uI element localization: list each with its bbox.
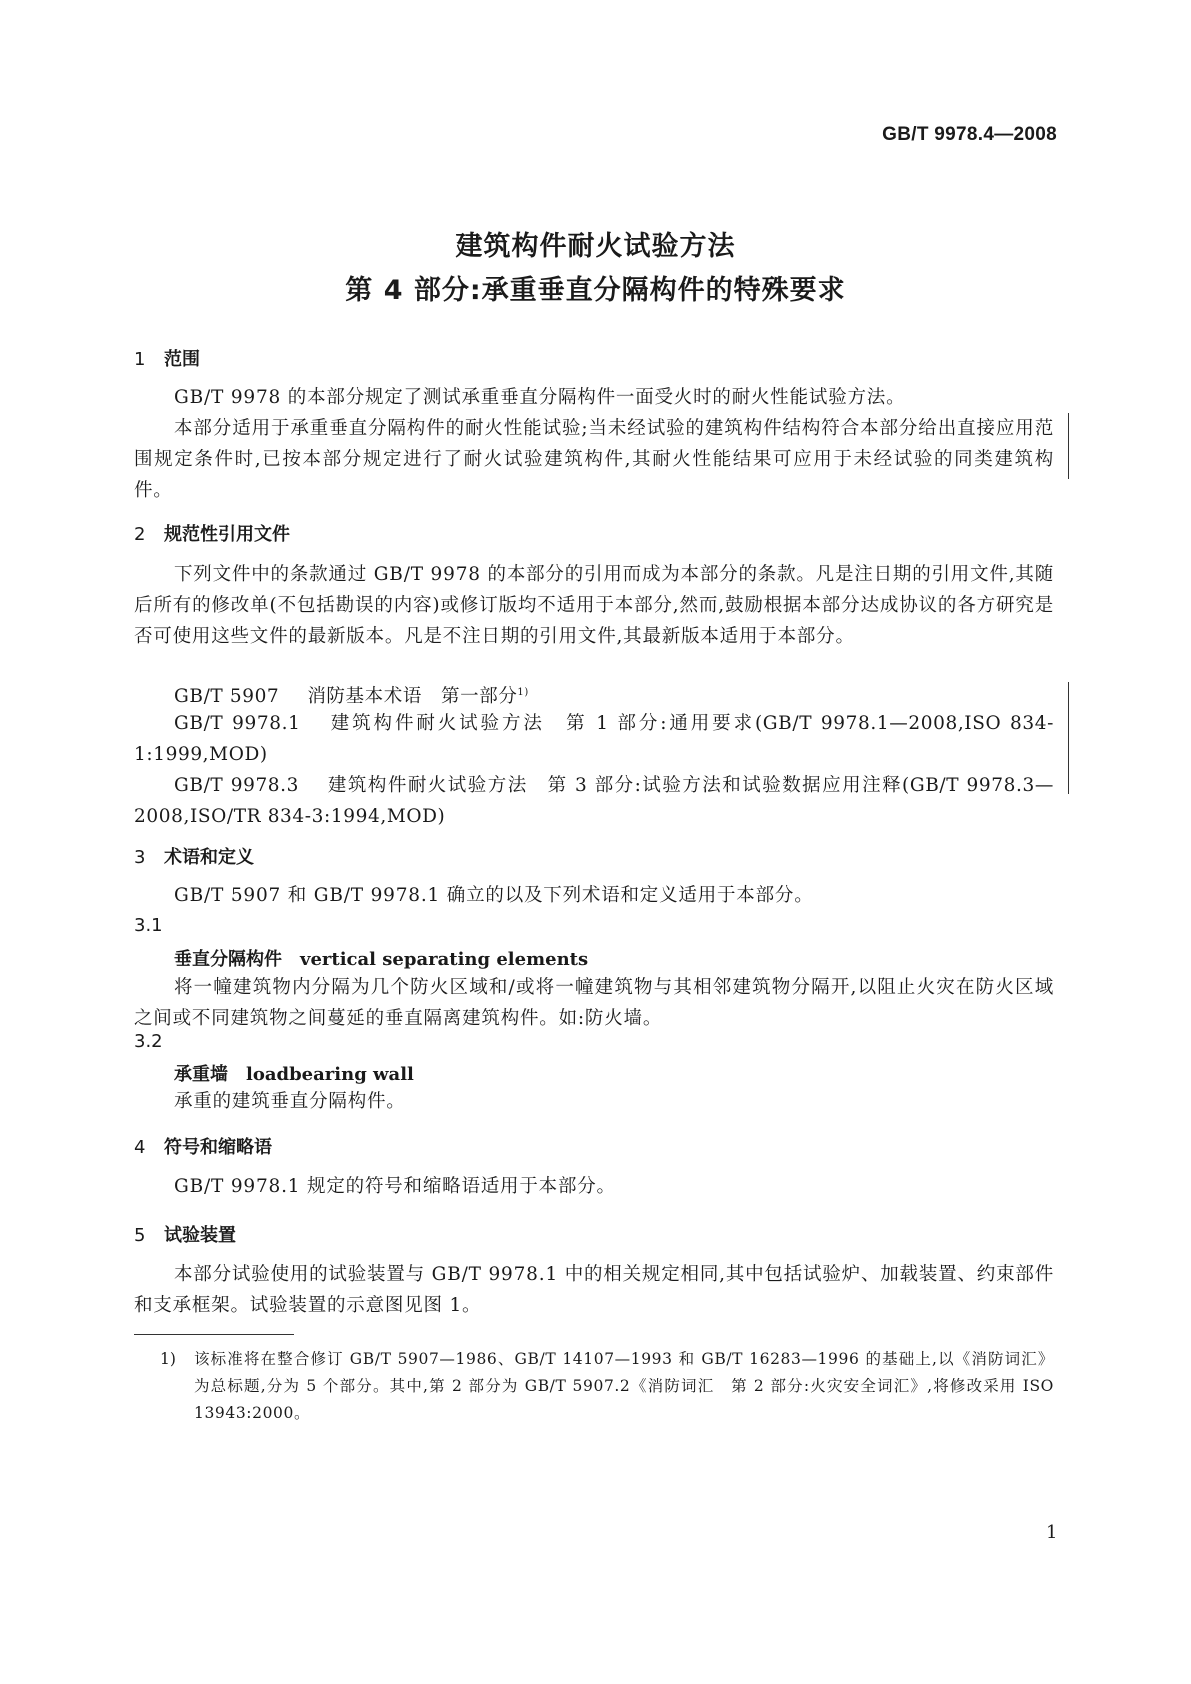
reference-title: 建筑构件耐火试验方法 第 1 部分:通用要求(GB/T 9978.1—2008,ISO 834-1:1999,MOD) bbox=[134, 713, 1054, 765]
section-3-paragraph-1: GB/T 5907 和 GB/T 9978.1 确立的以及下列术语和定义适用于本部分。 bbox=[174, 885, 814, 906]
footnote-divider bbox=[134, 1334, 294, 1335]
page-number: 1 bbox=[1046, 1522, 1058, 1543]
reference-title: 消防基本术语 第一部分 bbox=[307, 686, 518, 708]
term-heading bbox=[174, 945, 588, 971]
section-title: 符号和缩略语 bbox=[164, 1137, 272, 1158]
section-number: 1 bbox=[134, 349, 146, 370]
section-1-heading bbox=[134, 345, 200, 371]
section-4-paragraph-1: GB/T 9978.1 规定的符号和缩略语适用于本部分。 bbox=[174, 1176, 616, 1197]
term-heading bbox=[174, 1060, 414, 1086]
section-number: 3 bbox=[134, 847, 146, 868]
term-en: loadbearing wall bbox=[246, 1064, 414, 1085]
term-zh: 垂直分隔构件 bbox=[174, 949, 282, 970]
revision-bar bbox=[1068, 413, 1069, 479]
document-title-line1: 建筑构件耐火试验方法 bbox=[455, 231, 736, 262]
section-1-paragraph-2: 本部分适用于承重垂直分隔构件的耐火性能试验;当未经试验的建筑构件结构符合本部分给出直接应用范围规定条件时,已按本部分规定进行了耐火试验建筑构件,其耐火性能结果可应用于未经试验的同类建筑构件。 bbox=[134, 418, 1054, 501]
footnote-number: 1) bbox=[160, 1350, 176, 1368]
clause-number: 3.1 bbox=[134, 915, 163, 936]
document-title-line2: 第 4 部分:承重垂直分隔构件的特殊要求 bbox=[345, 275, 846, 306]
reference-item bbox=[134, 708, 1054, 770]
section-title: 范围 bbox=[164, 349, 200, 370]
reference-item bbox=[134, 677, 1054, 712]
revision-bar bbox=[1068, 682, 1069, 794]
footnote-marker: 1) bbox=[517, 687, 529, 698]
section-2-paragraph-1: 下列文件中的条款通过 GB/T 9978 的本部分的引用而成为本部分的条款。凡是注日期的引用文件,其随后所有的修改单(不包括勘误的内容)或修订版均不适用于本部分,然而,鼓励根据本部分达成协议的各方研究是否可使用这些文件的最新版本。凡是不注日期的引用文件,其最新版本适用于本部分。 bbox=[134, 564, 1054, 647]
clause-number: 3.2 bbox=[134, 1031, 163, 1052]
section-4-heading bbox=[134, 1133, 272, 1159]
section-title: 试验装置 bbox=[164, 1225, 236, 1246]
term-zh: 承重墙 bbox=[174, 1064, 228, 1085]
term-definition: 将一幢建筑物内分隔为几个防火区域和/或将一幢建筑物与其相邻建筑物分隔开,以阻止火灾在防火区域之间或不同建筑物之间蔓延的垂直隔离建筑构件。如:防火墙。 bbox=[134, 977, 1054, 1029]
section-number: 4 bbox=[134, 1137, 146, 1158]
section-number: 2 bbox=[134, 524, 146, 545]
reference-code: GB/T 5907 bbox=[174, 686, 280, 708]
section-title: 术语和定义 bbox=[164, 847, 254, 868]
reference-code: GB/T 9978.1 bbox=[174, 713, 301, 734]
reference-item bbox=[134, 770, 1054, 832]
section-2-heading bbox=[134, 520, 290, 546]
section-1-paragraph-1: GB/T 9978 的本部分规定了测试承重垂直分隔构件一面受火时的耐火性能试验方法。 bbox=[174, 387, 906, 408]
reference-code: GB/T 9978.3 bbox=[174, 775, 300, 796]
term-definition: 承重的建筑垂直分隔构件。 bbox=[174, 1091, 406, 1112]
footnote-text: 该标准将在整合修订 GB/T 5907—1986、GB/T 14107—1993 和 GB/T 16283—1996 的基础上,以《消防词汇》为总标题,分为 5 个部分。其中,第 2 部分为 GB/T 5907.2《消防词汇 第 2 部分:火灾安全词汇》,将修改采用 ISO 13943:2000。 bbox=[194, 1350, 1054, 1422]
section-number: 5 bbox=[134, 1225, 146, 1246]
reference-title: 建筑构件耐火试验方法 第 3 部分:试验方法和试验数据应用注释(GB/T 9978.3—2008,ISO/TR 834-3:1994,MOD) bbox=[134, 775, 1054, 827]
standard-code: GB/T 9978.4—2008 bbox=[882, 124, 1057, 145]
section-title: 规范性引用文件 bbox=[164, 524, 290, 545]
section-3-heading bbox=[134, 843, 254, 869]
section-5-paragraph-1: 本部分试验使用的试验装置与 GB/T 9978.1 中的相关规定相同,其中包括试验炉、加载装置、约束部件和支承框架。试验装置的示意图见图 1。 bbox=[134, 1264, 1054, 1316]
section-5-heading bbox=[134, 1221, 236, 1247]
term-en: vertical separating elements bbox=[300, 949, 589, 970]
